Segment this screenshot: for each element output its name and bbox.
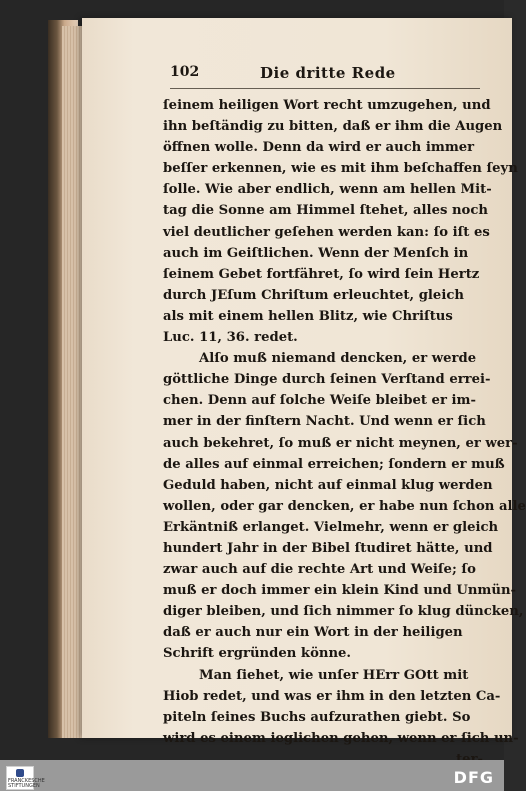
header-rule xyxy=(170,88,480,89)
text-line: ſeinem heiligen Wort recht umzugehen, und xyxy=(163,98,491,113)
text-line: tag die Sonne am Himmel ſtehet, alles noch xyxy=(163,203,488,219)
text-line: auch bekehret, ſo muß er nicht meynen, er wer- xyxy=(163,435,518,451)
text-line: ſeinem Gebet fortfähret, ſo wird ſein Hertz xyxy=(163,266,480,282)
text-line: Geduld haben, nicht auf einmal klug werden xyxy=(163,477,493,493)
page-number: 102 xyxy=(170,64,200,80)
viewer-footer-bar xyxy=(0,760,504,791)
text-line: Luc. 11, 36. redet. xyxy=(163,330,298,346)
text-line: muß er doch immer ein klein Kind und Unmün- xyxy=(163,583,517,599)
text-line: diger bleiben, und ſich nimmer ſo klug düncken, xyxy=(163,604,524,620)
logo-label: FRANCKESCHE STIFTUNGEN xyxy=(8,778,45,789)
text-line: durch JEſum Chriſtum erleuchtet, gleich xyxy=(163,287,464,303)
text-line: zwar auch auf die rechte Art und Weiſe; ſo xyxy=(163,562,476,578)
text-line: mer in der finſtern Nacht. Und wenn er ſich xyxy=(163,414,486,430)
page-body-text xyxy=(163,95,526,770)
text-line: chen. Denn auf ſolche Weiſe bleibet er im- xyxy=(163,393,476,409)
text-line: de alles auf einmal erreichen; ſondern er muß xyxy=(163,456,505,472)
text-line: göttliche Dinge durch ſeinen Verſtand errei- xyxy=(163,372,491,388)
text-line: Alſo muß niemand dencken, er werde xyxy=(199,351,477,367)
text-line: beſſer erkennen, wie es mit ihm beſchaffen ſeyn xyxy=(163,161,518,177)
text-line: Erkäntniß erlanget. Vielmehr, wenn er gleich xyxy=(163,519,499,535)
text-line: wollen, oder gar dencken, er habe nun ſchon alle xyxy=(163,498,526,514)
logo-emblem-icon xyxy=(16,769,24,777)
text-line: öffnen wolle. Denn da wird er auch immer xyxy=(163,140,475,156)
text-line: Schrift ergründen könne. xyxy=(163,646,352,662)
text-line: als mit einem hellen Blitz, wie Chriſtus xyxy=(163,308,453,324)
text-line: Man ſiehet, wie unſer HErr GOtt mit xyxy=(199,667,469,683)
running-head: Die dritte Rede xyxy=(260,64,396,82)
dfg-logo[interactable]: DFG xyxy=(453,768,494,787)
text-line: wird es einem ieglichen gehen, wenn er ſich un- xyxy=(163,730,519,746)
text-line: ſolle. Wie aber endlich, wenn am hellen Mit- xyxy=(163,182,492,198)
text-line: viel deutlicher geſehen werden kan: ſo iſt es xyxy=(163,224,490,240)
text-line: Hiob redet, und was er ihm in den letzten Ca- xyxy=(163,688,501,704)
franckesche-stiftungen-logo[interactable] xyxy=(6,766,45,790)
text-line: ihn beſtändig zu bitten, daß er ihm die Augen xyxy=(163,119,503,135)
text-line: piteln ſeines Buchs aufzurathen giebt. So xyxy=(163,709,471,725)
text-line: hundert Jahr in der Bibel ſtudiret hätte, und xyxy=(163,540,493,556)
text-line: auch im Geiſtlichen. Wenn der Menſch in xyxy=(163,245,469,261)
text-line: daß er auch nur ein Wort in der heiligen xyxy=(163,625,463,641)
page-header xyxy=(170,64,470,88)
